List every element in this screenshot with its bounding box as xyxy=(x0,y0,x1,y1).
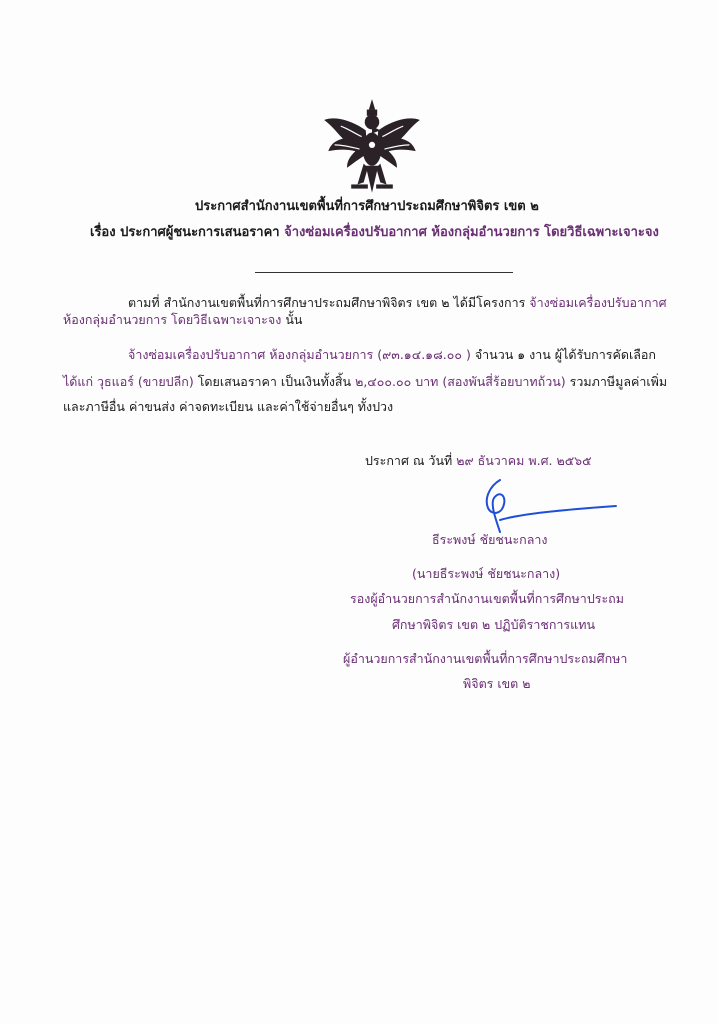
p1-text-c: ห้องกลุ่มอำนวยการ โดยวิธีเฉพาะเจาะจง xyxy=(63,312,282,327)
announce-label: ประกาศ ณ วันที่ xyxy=(365,453,453,468)
paragraph-1-line-1 xyxy=(128,294,667,312)
paragraph-2-line-3: และภาษีอื่น ค่าขนส่ง ค่าจดทะเบียน และค่าใช้จ่ายอื่นๆ ทั้งปวง xyxy=(63,399,394,414)
p1-text-b: จ้างซ่อมเครื่องปรับอากาศ xyxy=(529,295,667,310)
signer-position-line-3: ผู้อำนวยการสำนักงานเขตพื้นที่การศึกษาประถมศึกษา xyxy=(343,651,628,666)
header-divider xyxy=(255,272,513,273)
signer-signed-name: ธีระพงษ์ ชัยชนะกลาง xyxy=(432,532,548,547)
announce-date-line xyxy=(365,452,592,470)
subject-detail: จ้างซ่อมเครื่องปรับอากาศ ห้องกลุ่มอำนวยการ โดยวิธีเฉพาะเจาะจง xyxy=(284,225,659,240)
paragraph-2-line-2 xyxy=(63,373,667,391)
signer-position-line-2: ศึกษาพิจิตร เขต ๒ ปฏิบัติราชการแทน xyxy=(392,617,595,632)
signer-position-line-4: พิจิตร เขต ๒ xyxy=(463,676,531,691)
p2-text-a: จ้างซ่อมเครื่องปรับอากาศ ห้องกลุ่มอำนวยการ (๙๓.๑๔.๑๘.๐๐ ) xyxy=(128,347,471,362)
signer-position-line-1: รองผู้อำนวยการสำนักงานเขตพื้นที่การศึกษาประถม xyxy=(350,591,624,606)
p1-text-d: นั้น xyxy=(285,312,303,327)
paragraph-1-line-2 xyxy=(63,311,302,329)
signer-full-name: (นายธีระพงษ์ ชัยชนะกลาง) xyxy=(412,566,561,581)
paragraph-2-line-1 xyxy=(128,346,656,364)
p1-text-a: ตามที่ สำนักงานเขตพื้นที่การศึกษาประถมศึกษาพิจิตร เขต ๒ ได้มีโครงการ xyxy=(128,295,526,310)
announce-date: ๒๙ ธันวาคม พ.ศ. ๒๕๖๕ xyxy=(456,453,592,468)
subject-line xyxy=(90,224,659,242)
p2-text-e: ๒,๔๐๐.๐๐ บาท (สองพันสี่ร้อยบาทถ้วน) xyxy=(355,374,566,389)
document-title: ประกาศสำนักงานเขตพื้นที่การศึกษาประถมศึกษาพิจิตร เขต ๒ xyxy=(195,199,539,214)
p2-text-b: จำนวน ๑ งาน ผู้ได้รับการคัดเลือก xyxy=(474,347,656,362)
p2-text-c: ได้แก่ วุธแอร์ (ขายปลีก) xyxy=(63,374,194,389)
p2-text-d: โดยเสนอราคา เป็นเงินทั้งสิ้น xyxy=(197,374,352,389)
p2-text-f: รวมภาษีมูลค่าเพิ่ม xyxy=(569,374,668,389)
garuda-emblem xyxy=(320,95,424,199)
handwritten-signature xyxy=(470,476,620,536)
subject-label: เรื่อง ประกาศผู้ชนะการเสนอราคา xyxy=(90,225,280,240)
